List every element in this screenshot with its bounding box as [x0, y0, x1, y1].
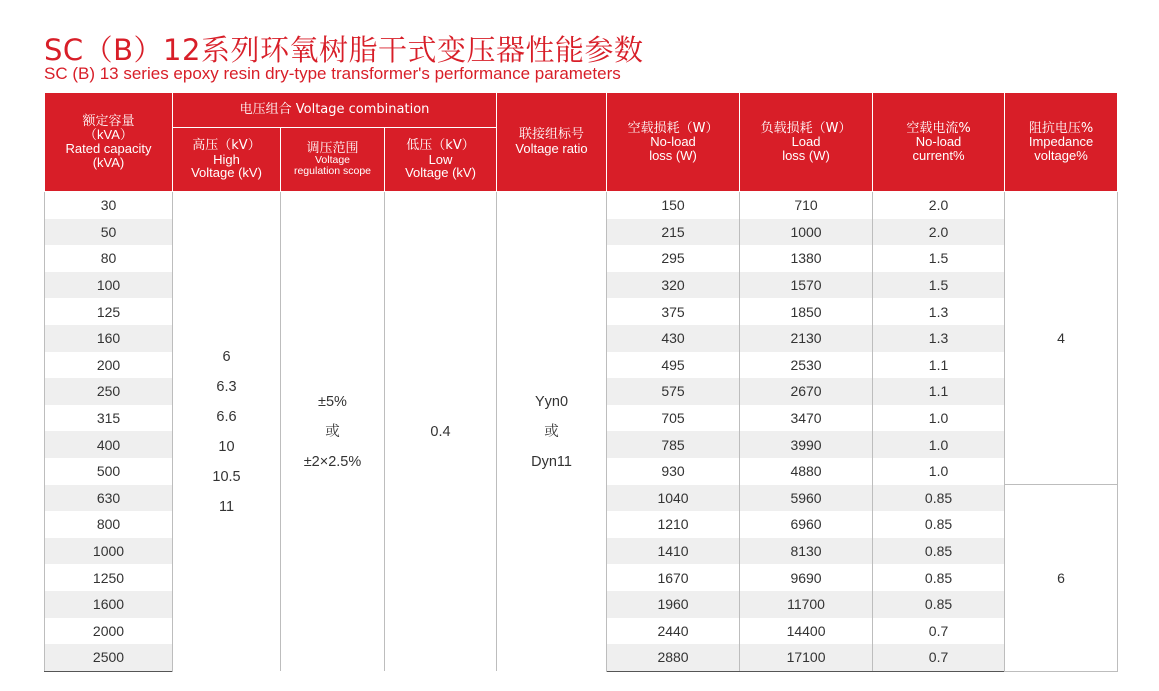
no-load-current-cell: 1.0	[873, 458, 1005, 485]
capacity-cell: 1250	[45, 564, 173, 591]
header-capacity: 额定容量 （kVA） Rated capacity (kVA)	[45, 93, 173, 192]
no-load-current-cell: 0.85	[873, 564, 1005, 591]
table-body	[45, 192, 1118, 672]
capacity-cell: 100	[45, 272, 173, 299]
load-loss-cell: 8130	[740, 538, 873, 565]
no-load-loss-cell: 705	[607, 405, 740, 432]
no-load-loss-cell: 1410	[607, 538, 740, 565]
connection-cell-line: 或	[544, 423, 559, 440]
load-loss-cell: 17100	[740, 644, 873, 671]
load-loss-cell: 14400	[740, 618, 873, 645]
regulation-cell	[281, 192, 385, 672]
no-load-current-cell: 1.5	[873, 272, 1005, 299]
load-loss-cell: 2670	[740, 378, 873, 405]
capacity-cell: 250	[45, 378, 173, 405]
load-loss-cell: 4880	[740, 458, 873, 485]
no-load-current-cell: 0.7	[873, 644, 1005, 671]
regulation-cell-line: ±5%	[318, 393, 347, 410]
high-voltage-cell-line: 6.3	[216, 378, 237, 395]
no-load-current-cell: 1.5	[873, 245, 1005, 272]
load-loss-cell: 1570	[740, 272, 873, 299]
no-load-loss-cell: 430	[607, 325, 740, 352]
load-loss-cell: 1380	[740, 245, 873, 272]
header-no-load-current: 空载电流% No-load current%	[873, 93, 1005, 192]
capacity-cell: 80	[45, 245, 173, 272]
no-load-current-cell: 1.3	[873, 325, 1005, 352]
low-voltage-cell: 0.4	[385, 192, 497, 672]
no-load-loss-cell: 1670	[607, 564, 740, 591]
capacity-cell: 30	[45, 192, 173, 219]
high-voltage-cell-line: 10	[218, 438, 235, 455]
load-loss-cell: 2530	[740, 352, 873, 379]
load-loss-cell: 1000	[740, 219, 873, 246]
no-load-loss-cell: 930	[607, 458, 740, 485]
page-subtitle: SC (B) 13 series epoxy resin dry-type transformer's performance parameters	[44, 64, 621, 83]
no-load-current-cell: 2.0	[873, 192, 1005, 219]
load-loss-cell: 11700	[740, 591, 873, 618]
no-load-loss-cell: 320	[607, 272, 740, 299]
capacity-cell: 2500	[45, 644, 173, 671]
impedance-cell-group-2: 6	[1005, 485, 1118, 672]
no-load-loss-cell: 1210	[607, 511, 740, 538]
no-load-current-cell: 0.85	[873, 511, 1005, 538]
no-load-current-cell: 1.0	[873, 431, 1005, 458]
regulation-cell-line: ±2×2.5%	[303, 453, 362, 470]
load-loss-cell: 6960	[740, 511, 873, 538]
no-load-loss-cell: 575	[607, 378, 740, 405]
load-loss-cell: 9690	[740, 564, 873, 591]
header-voltage-combination: 电压组合 Voltage combination	[173, 93, 497, 128]
capacity-cell: 2000	[45, 618, 173, 645]
no-load-current-cell: 0.85	[873, 591, 1005, 618]
header-high-voltage: 高压（kV） High Voltage (kV)	[173, 128, 281, 192]
high-voltage-cell-line: 11	[218, 498, 235, 515]
no-load-loss-cell: 495	[607, 352, 740, 379]
load-loss-cell: 710	[740, 192, 873, 219]
high-voltage-cell-line: 10.5	[212, 468, 241, 485]
capacity-cell: 800	[45, 511, 173, 538]
load-loss-cell: 2130	[740, 325, 873, 352]
no-load-current-cell: 0.7	[873, 618, 1005, 645]
table-row	[45, 192, 1118, 219]
impedance-cell-group-1: 4	[1005, 192, 1118, 485]
header-connection: 联接组标号 Voltage ratio	[497, 93, 607, 192]
regulation-cell-line: 或	[325, 423, 340, 440]
load-loss-cell: 3990	[740, 431, 873, 458]
no-load-loss-cell: 2880	[607, 644, 740, 671]
capacity-cell: 500	[45, 458, 173, 485]
header-impedance: 阻抗电压% Impedance voltage%	[1005, 93, 1118, 192]
no-load-current-cell: 1.3	[873, 298, 1005, 325]
capacity-cell: 1600	[45, 591, 173, 618]
no-load-loss-cell: 150	[607, 192, 740, 219]
header-load-loss: 负载损耗（W） Load loss (W)	[740, 93, 873, 192]
header-no-load-loss: 空载损耗（W） No-load loss (W)	[607, 93, 740, 192]
no-load-current-cell: 2.0	[873, 219, 1005, 246]
no-load-loss-cell: 1960	[607, 591, 740, 618]
high-voltage-cell-line: 6	[222, 348, 231, 365]
load-loss-cell: 3470	[740, 405, 873, 432]
page-title: SC（B）12系列环氧树脂干式变压器性能参数	[44, 33, 644, 67]
load-loss-cell: 5960	[740, 485, 873, 512]
capacity-cell: 630	[45, 485, 173, 512]
no-load-current-cell: 1.1	[873, 378, 1005, 405]
header-low-voltage: 低压（kV） Low Voltage (kV)	[385, 128, 497, 192]
no-load-loss-cell: 785	[607, 431, 740, 458]
capacity-cell: 200	[45, 352, 173, 379]
no-load-loss-cell: 1040	[607, 485, 740, 512]
capacity-cell: 125	[45, 298, 173, 325]
capacity-cell: 50	[45, 219, 173, 246]
performance-table	[44, 92, 1118, 672]
high-voltage-cell	[173, 192, 281, 672]
capacity-cell: 1000	[45, 538, 173, 565]
no-load-loss-cell: 295	[607, 245, 740, 272]
high-voltage-cell-line: 6.6	[216, 408, 237, 425]
no-load-loss-cell: 375	[607, 298, 740, 325]
no-load-current-cell: 0.85	[873, 485, 1005, 512]
load-loss-cell: 1850	[740, 298, 873, 325]
no-load-loss-cell: 215	[607, 219, 740, 246]
connection-cell-line: Yyn0	[535, 393, 569, 410]
no-load-current-cell: 1.0	[873, 405, 1005, 432]
connection-cell	[497, 192, 607, 672]
capacity-cell: 315	[45, 405, 173, 432]
no-load-current-cell: 0.85	[873, 538, 1005, 565]
header-regulation: 调压范围 Voltage regulation scope	[281, 128, 385, 192]
capacity-cell: 400	[45, 431, 173, 458]
no-load-current-cell: 1.1	[873, 352, 1005, 379]
connection-cell-line: Dyn11	[531, 453, 572, 470]
capacity-cell: 160	[45, 325, 173, 352]
no-load-loss-cell: 2440	[607, 618, 740, 645]
